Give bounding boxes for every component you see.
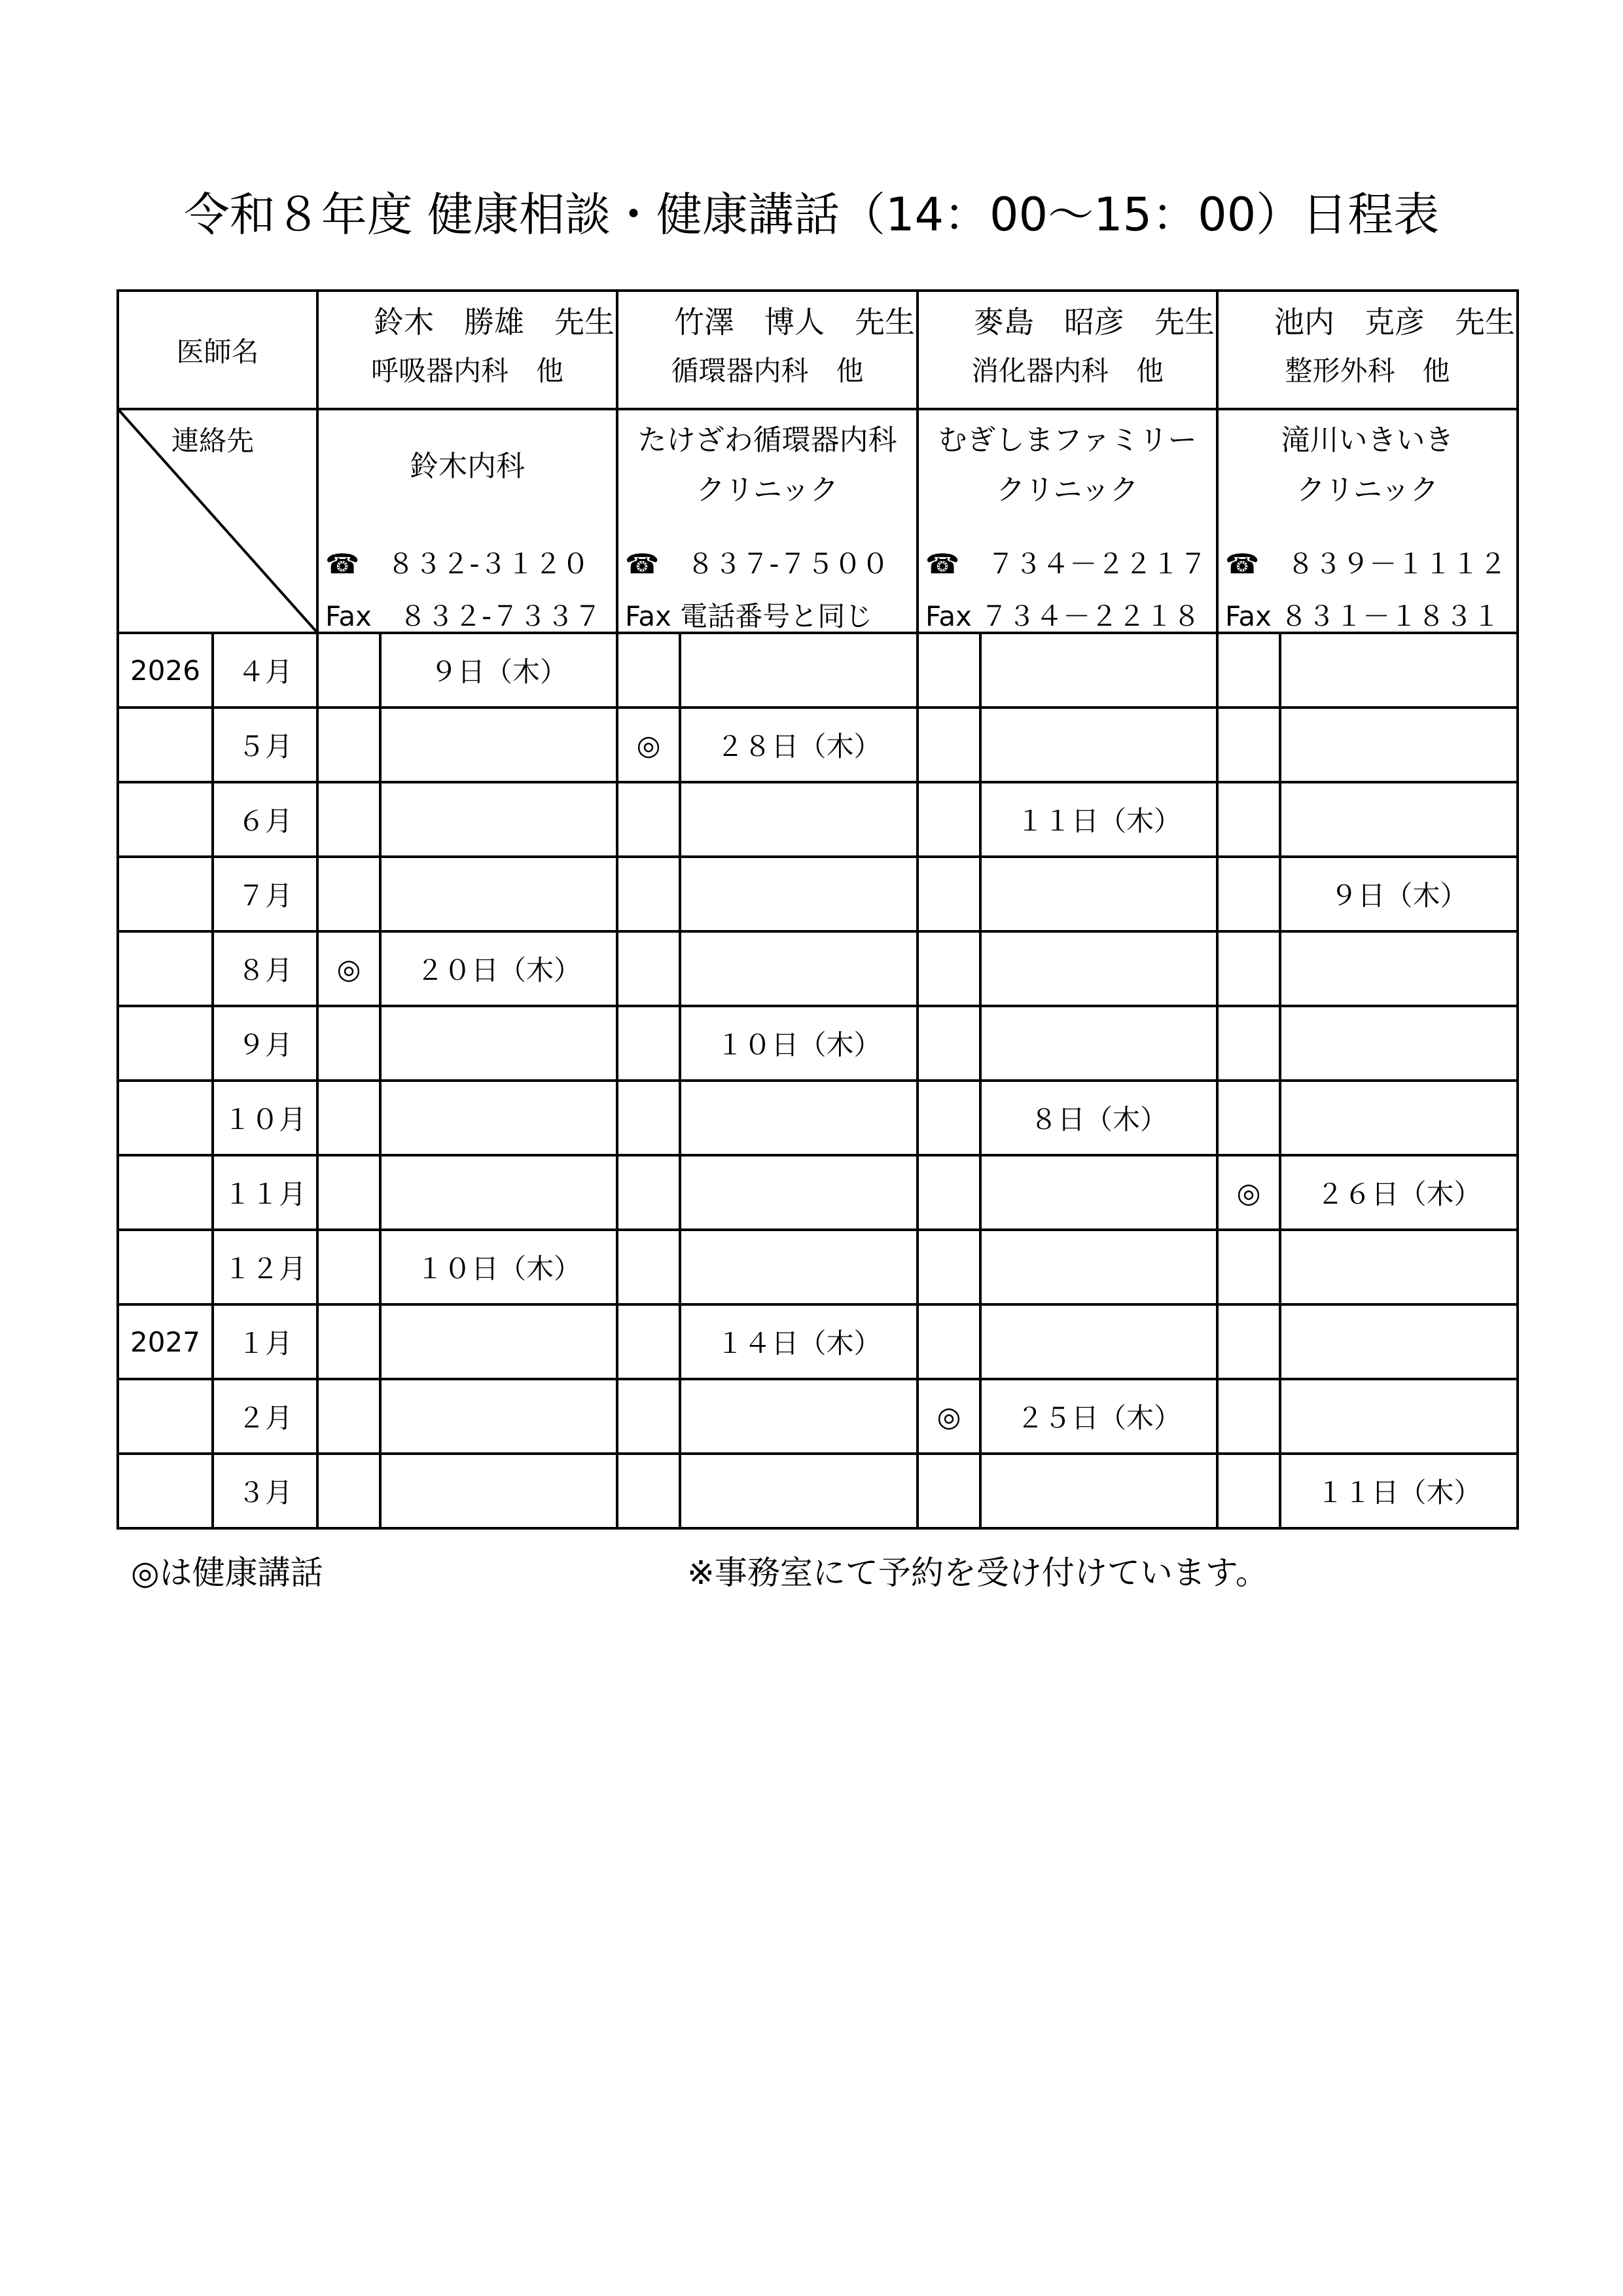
phone-icon: ☎	[925, 548, 960, 580]
year-cell	[118, 1155, 213, 1230]
lecture-mark-cell	[317, 1379, 380, 1454]
schedule-row	[118, 1230, 1518, 1304]
tel-line	[1225, 545, 1514, 584]
consult-date-cell	[680, 1379, 918, 1454]
doctor-cell-2	[617, 291, 918, 409]
month-cell: １２月	[213, 1230, 317, 1304]
consult-date-cell	[980, 1155, 1217, 1230]
consult-date-cell	[980, 1230, 1217, 1304]
contact-cell-1	[317, 409, 617, 633]
consult-date-cell	[380, 1081, 617, 1155]
lecture-mark-cell	[617, 1454, 680, 1528]
lecture-mark-cell	[918, 1304, 980, 1379]
tel-line	[625, 545, 914, 584]
lecture-mark-cell	[617, 1006, 680, 1081]
schedule-row	[118, 1006, 1518, 1081]
doctor-specialty: 循環器内科 他	[671, 355, 864, 387]
consult-date-cell	[1280, 1304, 1518, 1379]
tel-line	[325, 545, 613, 584]
page-title: 令和８年度 健康相談・健康講話（14：00〜15：00）日程表	[183, 188, 1440, 242]
consult-date-cell	[380, 1304, 617, 1379]
consult-date-cell	[380, 708, 617, 782]
consult-date-cell: ２０日（木）	[380, 931, 617, 1006]
lecture-mark-cell	[317, 633, 380, 708]
consult-date-cell	[1280, 931, 1518, 1006]
consult-date-cell	[380, 857, 617, 931]
phone-icon: ☎	[625, 548, 660, 580]
consult-date-cell	[1280, 1006, 1518, 1081]
lecture-mark-cell: ◎	[617, 708, 680, 782]
doctor-name: 麥島 昭彦 先生	[974, 304, 1215, 340]
consult-date-cell: １０日（木）	[380, 1230, 617, 1304]
lecture-mark-cell	[317, 1006, 380, 1081]
doctor-label: 医師名	[118, 291, 317, 409]
reservation-note: ※事務室にて予約を受け付けています。	[687, 1554, 1268, 1592]
consult-date-cell	[980, 708, 1217, 782]
lecture-mark-cell	[1217, 1006, 1280, 1081]
phone-icon: ☎	[1225, 548, 1260, 580]
tel-number: ８３９－１１１２	[1287, 548, 1507, 580]
lecture-mark-cell	[1217, 1379, 1280, 1454]
consult-date-cell	[380, 1155, 617, 1230]
clinic-name: むぎしまファミリー	[938, 423, 1197, 457]
consult-date-cell	[680, 931, 918, 1006]
schedule-row	[118, 1454, 1518, 1528]
fax-number: ７３４－２２１８	[980, 600, 1201, 632]
lecture-mark-cell	[918, 708, 980, 782]
schedule-row	[118, 633, 1518, 708]
fax-number: ８３１－１８３１	[1280, 600, 1501, 632]
month-cell: １１月	[213, 1155, 317, 1230]
month-cell: ４月	[213, 633, 317, 708]
lecture-mark-cell	[317, 782, 380, 857]
lecture-mark-cell	[617, 782, 680, 857]
month-cell: ６月	[213, 782, 317, 857]
month-cell: １月	[213, 1304, 317, 1379]
consult-date-cell	[980, 857, 1217, 931]
consult-date-cell	[1280, 708, 1518, 782]
lecture-mark-cell	[617, 1304, 680, 1379]
schedule-row	[118, 1155, 1518, 1230]
lecture-mark-cell: ◎	[918, 1379, 980, 1454]
lecture-mark-cell	[317, 1155, 380, 1230]
lecture-mark-cell	[617, 633, 680, 708]
year-cell	[118, 857, 213, 931]
doctor-cell-4	[1217, 291, 1518, 409]
lecture-mark-cell: ◎	[317, 931, 380, 1006]
schedule-body	[118, 633, 1518, 1528]
month-cell: ５月	[213, 708, 317, 782]
clinic-name-line2: クリニック	[696, 473, 839, 507]
schedule-row	[118, 931, 1518, 1006]
clinic-name: 滝川いきいき	[1281, 423, 1454, 457]
lecture-mark-cell	[918, 931, 980, 1006]
lecture-mark-cell	[918, 1006, 980, 1081]
month-cell: １０月	[213, 1081, 317, 1155]
clinic-name: 鈴木内科	[410, 450, 526, 483]
year-cell	[118, 931, 213, 1006]
doctor-cell-3	[918, 291, 1217, 409]
fax-label: Fax	[625, 600, 671, 632]
fax-label: Fax	[925, 600, 972, 632]
lecture-mark-cell	[617, 931, 680, 1006]
consult-date-cell	[1280, 1230, 1518, 1304]
year-cell	[118, 1379, 213, 1454]
consult-date-cell	[680, 857, 918, 931]
lecture-mark-cell	[1217, 1454, 1280, 1528]
year-cell: 2026	[118, 633, 213, 708]
lecture-mark-cell	[1217, 1230, 1280, 1304]
schedule-table	[116, 289, 1519, 1530]
lecture-mark-cell	[1217, 782, 1280, 857]
consult-date-cell	[1280, 782, 1518, 857]
lecture-mark-cell	[1217, 857, 1280, 931]
lecture-mark-cell	[1217, 1304, 1280, 1379]
fax-number: ８３２-７３３７	[399, 600, 602, 632]
consult-date-cell	[680, 633, 918, 708]
consult-date-cell: １１日（木）	[980, 782, 1217, 857]
consult-date-cell	[1280, 1081, 1518, 1155]
month-cell: ８月	[213, 931, 317, 1006]
lecture-mark-cell	[1217, 708, 1280, 782]
schedule-row	[118, 1379, 1518, 1454]
consult-date-cell: ２６日（木）	[1280, 1155, 1518, 1230]
contact-cell-2	[617, 409, 918, 633]
month-cell: ３月	[213, 1454, 317, 1528]
consult-date-cell: １０日（木）	[680, 1006, 918, 1081]
doctor-specialty: 消化器内科 他	[971, 355, 1164, 387]
tel-line	[925, 545, 1213, 584]
year-cell	[118, 1230, 213, 1304]
phone-icon: ☎	[325, 548, 360, 580]
year-cell	[118, 1006, 213, 1081]
lecture-mark-cell	[1217, 633, 1280, 708]
lecture-mark-cell	[317, 857, 380, 931]
lecture-mark-cell	[317, 708, 380, 782]
consult-date-cell	[980, 1454, 1217, 1528]
clinic-name: たけざわ循環器内科	[637, 423, 897, 457]
consult-date-cell: ８日（木）	[980, 1081, 1217, 1155]
contact-cell-3	[918, 409, 1217, 633]
month-cell: ７月	[213, 857, 317, 931]
consult-date-cell: １４日（木）	[680, 1304, 918, 1379]
fax-line	[325, 597, 613, 633]
consult-date-cell	[380, 1006, 617, 1081]
lecture-mark-cell	[918, 633, 980, 708]
consult-date-cell	[680, 1230, 918, 1304]
lecture-mark-cell	[317, 1081, 380, 1155]
consult-date-cell	[380, 1454, 617, 1528]
contact-label: 連絡先	[171, 425, 255, 457]
consult-date-cell	[980, 633, 1217, 708]
contact-cell-4	[1217, 409, 1518, 633]
fax-line	[625, 597, 914, 633]
legend-note: ◎は健康講話	[131, 1554, 323, 1592]
lecture-mark-cell: ◎	[1217, 1155, 1280, 1230]
fax-line	[925, 597, 1213, 633]
year-cell	[118, 1081, 213, 1155]
consult-date-cell	[980, 931, 1217, 1006]
lecture-mark-cell	[918, 782, 980, 857]
lecture-mark-cell	[918, 1155, 980, 1230]
schedule-row	[118, 1081, 1518, 1155]
clinic-name-line2: クリニック	[1296, 473, 1439, 507]
doctor-name: 鈴木 勝雄 先生	[374, 304, 615, 340]
year-cell	[118, 708, 213, 782]
consult-date-cell	[680, 1155, 918, 1230]
fax-label: Fax	[325, 600, 372, 632]
lecture-mark-cell	[617, 1081, 680, 1155]
consult-date-cell	[380, 1379, 617, 1454]
consult-date-cell: ９日（木）	[380, 633, 617, 708]
consult-date-cell	[380, 782, 617, 857]
lecture-mark-cell	[1217, 931, 1280, 1006]
consult-date-cell: １１日（木）	[1280, 1454, 1518, 1528]
fax-line	[1225, 597, 1514, 633]
tel-number: ７３４－２２１７	[987, 548, 1207, 580]
lecture-mark-cell	[617, 1155, 680, 1230]
month-cell: ９月	[213, 1006, 317, 1081]
doctor-name: 竹澤 博人 先生	[674, 304, 916, 340]
month-cell: ２月	[213, 1379, 317, 1454]
tel-number: ８３２-３１２０	[387, 548, 590, 580]
doctor-name: 池内 克彦 先生	[1274, 304, 1516, 340]
consult-date-cell	[680, 782, 918, 857]
lecture-mark-cell	[317, 1454, 380, 1528]
consult-date-cell	[980, 1006, 1217, 1081]
doctor-cell-1	[317, 291, 617, 409]
fax-number: 電話番号と同じ	[680, 600, 873, 632]
schedule-row	[118, 782, 1518, 857]
consult-date-cell	[680, 1454, 918, 1528]
lecture-mark-cell	[617, 1230, 680, 1304]
contact-corner-cell	[118, 409, 317, 633]
consult-date-cell: ２５日（木）	[980, 1379, 1217, 1454]
contact-header-row	[118, 409, 1518, 633]
doctor-specialty: 整形外科 他	[1285, 355, 1450, 387]
lecture-mark-cell	[1217, 1081, 1280, 1155]
year-cell	[118, 1454, 213, 1528]
year-cell: 2027	[118, 1304, 213, 1379]
doctor-specialty: 呼吸器内科 他	[371, 355, 564, 387]
consult-date-cell: ２８日（木）	[680, 708, 918, 782]
consult-date-cell	[1280, 1379, 1518, 1454]
lecture-mark-cell	[317, 1304, 380, 1379]
lecture-mark-cell	[918, 857, 980, 931]
schedule-row	[118, 708, 1518, 782]
schedule-row	[118, 857, 1518, 931]
consult-date-cell	[980, 1304, 1217, 1379]
lecture-mark-cell	[918, 1081, 980, 1155]
fax-label: Fax	[1225, 600, 1272, 632]
lecture-mark-cell	[918, 1230, 980, 1304]
consult-date-cell: ９日（木）	[1280, 857, 1518, 931]
clinic-name-line2: クリニック	[996, 473, 1139, 507]
year-cell	[118, 782, 213, 857]
consult-date-cell	[680, 1081, 918, 1155]
lecture-mark-cell	[317, 1230, 380, 1304]
tel-number: ８３７-７５００	[687, 548, 889, 580]
doctor-header-row	[118, 291, 1518, 409]
lecture-mark-cell	[617, 857, 680, 931]
lecture-mark-cell	[617, 1379, 680, 1454]
schedule-row	[118, 1304, 1518, 1379]
lecture-mark-cell	[918, 1454, 980, 1528]
consult-date-cell	[1280, 633, 1518, 708]
